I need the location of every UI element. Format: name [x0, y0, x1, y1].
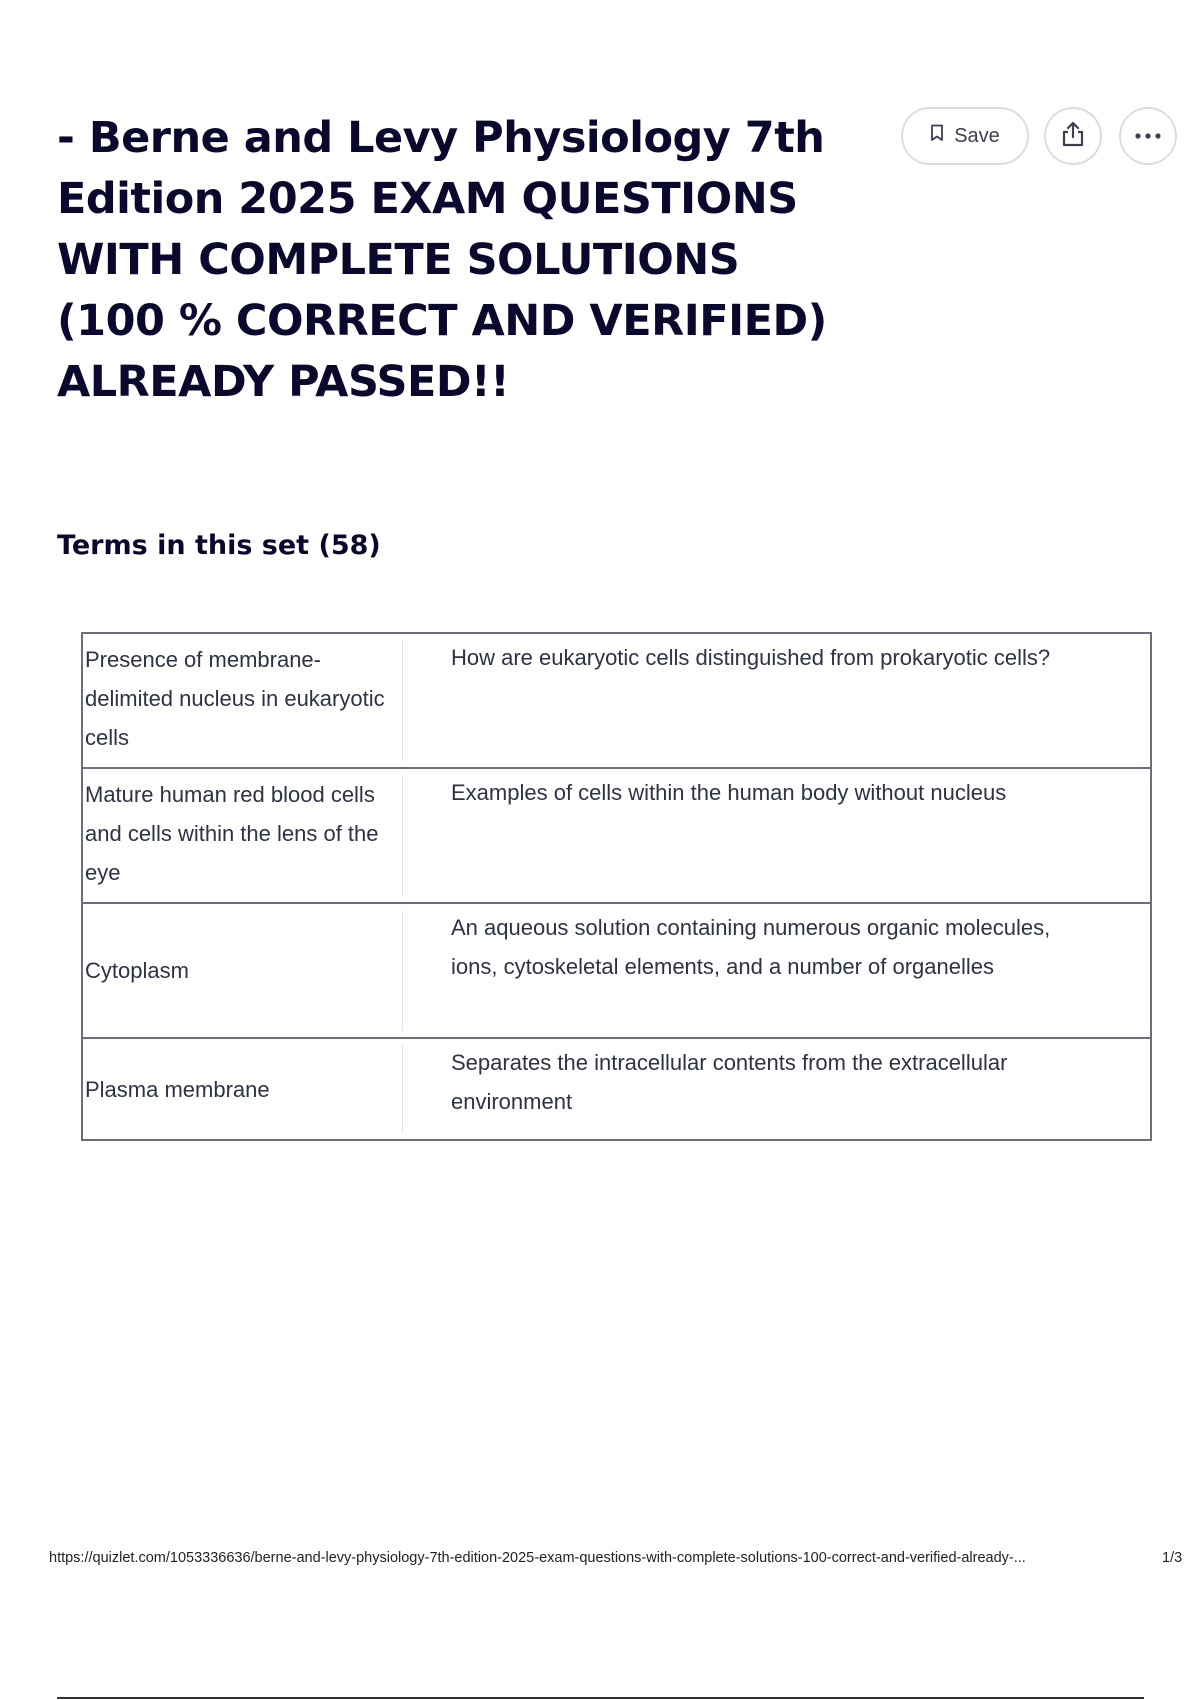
term-cell: Presence of membrane-delimited nucleus in eukaryotic cells [83, 640, 403, 761]
divider [57, 1697, 1144, 1699]
page-indicator: 1/3 [1162, 1550, 1183, 1566]
save-label: Save [954, 124, 1000, 147]
terms-count-heading: Terms in this set (58) [57, 530, 381, 561]
term-row [83, 904, 1150, 1039]
bookmark-icon [930, 124, 944, 148]
terms-table [81, 632, 1152, 1141]
more-options-button[interactable] [1119, 107, 1177, 165]
definition-cell: Separates the intracellular contents from the extracellular environment [451, 1050, 1008, 1114]
save-button[interactable] [901, 107, 1029, 165]
definition-cell: How are eukaryotic cells distinguished from prokaryotic cells? [451, 645, 1051, 670]
definition-cell: Examples of cells within the human body without nucleus [451, 780, 1007, 805]
term-row [83, 1039, 1150, 1139]
more-horizontal-icon [1134, 127, 1162, 145]
term-cell: Plasma membrane [83, 1045, 403, 1133]
term-row [83, 634, 1150, 769]
term-row [83, 769, 1150, 904]
definition-cell: An aqueous solution containing numerous organic molecules, ions, cytoskeletal elements, and a number of organelles [451, 915, 1051, 979]
term-cell: Cytoplasm [83, 910, 403, 1031]
share-icon [1060, 120, 1086, 153]
term-cell: Mature human red blood cells and cells within the lens of the eye [83, 775, 403, 896]
share-button[interactable] [1044, 107, 1102, 165]
page-url: https://quizlet.com/1053336636/berne-and-levy-physiology-7th-edition-2025-exam-questions-with-complete-solutions-100-correct-and-verified-already-... [49, 1550, 1026, 1566]
page-title: - Berne and Levy Physiology 7th Edition 2025 EXAM QUESTIONS WITH COMPLETE SOLUTIONS (100 % CORRECT AND VERIFIED) ALREADY PASSED!! [57, 113, 827, 407]
